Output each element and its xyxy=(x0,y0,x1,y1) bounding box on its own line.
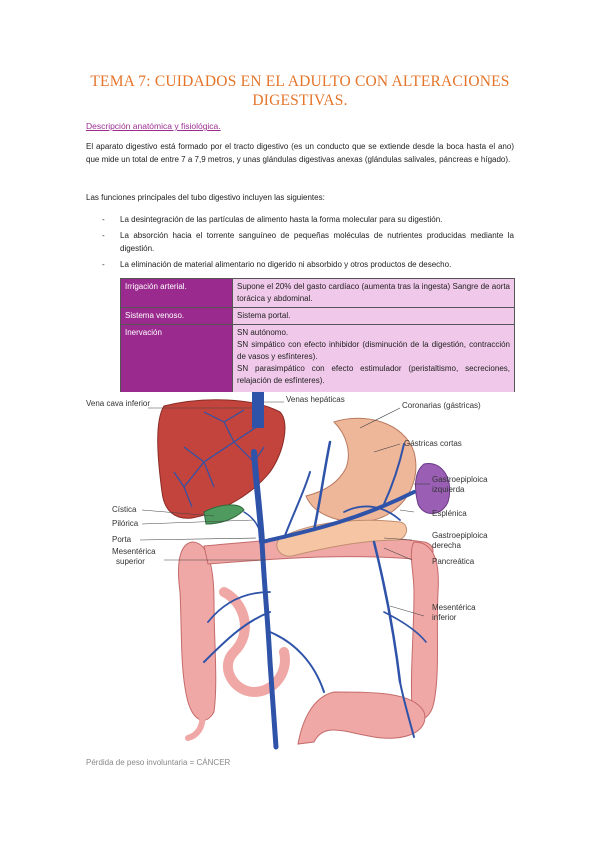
table-value-line: SN autónomo. xyxy=(237,328,289,337)
vena-cava xyxy=(252,392,264,428)
label-vena-cava: Vena cava inferior xyxy=(86,399,151,408)
list-item-text: La absorción hacia el torrente sanguíneo de pequeñas moléculas de nutrientes producidas mediante la digestión. xyxy=(120,231,514,253)
functions-list xyxy=(86,213,514,274)
label-pilorica: Pilórica xyxy=(112,519,139,528)
list-item xyxy=(86,258,514,271)
table-value: Supone el 20% del gasto cardíaco (aumenta tras la ingesta) Sangre de aorta torácica y abdominal. xyxy=(233,279,515,308)
table-row xyxy=(121,279,515,308)
label-gastroepiploica-der: Gastroepiploica xyxy=(432,531,488,540)
bullet-dash: - xyxy=(102,260,105,269)
intro-paragraph: El aparato digestivo está formado por el tracto digestivo (es un conducto que se extiende desde la boca hasta el ano) que mide un total de entre 7 a 7,9 metros, y unas glándulas digestivas anexas (glándulas salivales, páncreas e hígado). xyxy=(86,142,514,164)
label-porta: Porta xyxy=(112,535,132,544)
figure-caption: Pérdida de peso involuntaria = CÁNCER xyxy=(86,758,231,767)
bullet-dash: - xyxy=(102,215,105,224)
descending-colon xyxy=(411,542,438,719)
label-venas-hepaticas: Venas hepáticas xyxy=(286,395,345,404)
label-gastroepiploica-izq-2: izquierda xyxy=(432,485,465,494)
label-mesenterica-inf: Mesentérica xyxy=(432,603,476,612)
table-row xyxy=(121,308,515,325)
label-mesenterica-sup: Mesentérica xyxy=(112,547,156,556)
list-item xyxy=(86,229,514,255)
label-gastroepiploica-izq: Gastroepiploica xyxy=(432,475,488,484)
list-item xyxy=(86,213,514,226)
list-item-text: La desintegración de las partículas de alimento hasta la forma molecular para su digestión. xyxy=(120,215,443,224)
bullet-dash: - xyxy=(102,231,105,240)
table-key: Irrigación arterial. xyxy=(121,279,233,308)
table-key: Sistema venoso. xyxy=(121,308,233,325)
label-gastroepiploica-der-2: derecha xyxy=(432,541,461,550)
label-pancreatica: Pancreática xyxy=(432,557,475,566)
table-value-line: SN parasimpático con efecto estimulador (peristaltismo, secreciones, relajación de esfínteres). xyxy=(237,364,510,385)
table-value-line: SN simpático con efecto inhibidor (disminución de la digestión, contracción de vasos y esfínteres). xyxy=(237,340,510,361)
list-item-text: La eliminación de material alimentario no digerido ni absorbido y otros productos de desecho. xyxy=(120,260,452,269)
label-coronarias: Coronarias (gástricas) xyxy=(402,401,481,410)
table-key: Inervación xyxy=(121,325,233,413)
table-value: Sistema portal. xyxy=(233,308,515,325)
label-esplenica: Esplénica xyxy=(432,509,467,518)
label-gastricas-cortas: Gástricas cortas xyxy=(404,439,462,448)
label-mesenterica-inf-2: inferior xyxy=(432,613,457,622)
functions-paragraph: Las funciones principales del tubo digestivo incluyen las siguientes: xyxy=(86,193,325,202)
label-mesenterica-sup-2: superior xyxy=(116,557,145,566)
label-cistica: Cística xyxy=(112,505,137,514)
portal-system-diagram xyxy=(84,392,520,754)
section-heading-link[interactable]: Descripción anatómica y fisiológica. xyxy=(86,121,221,131)
page-title: TEMA 7: CUIDADOS EN EL ADULTO CON ALTERACIONES DIGESTIVAS. xyxy=(90,73,510,109)
